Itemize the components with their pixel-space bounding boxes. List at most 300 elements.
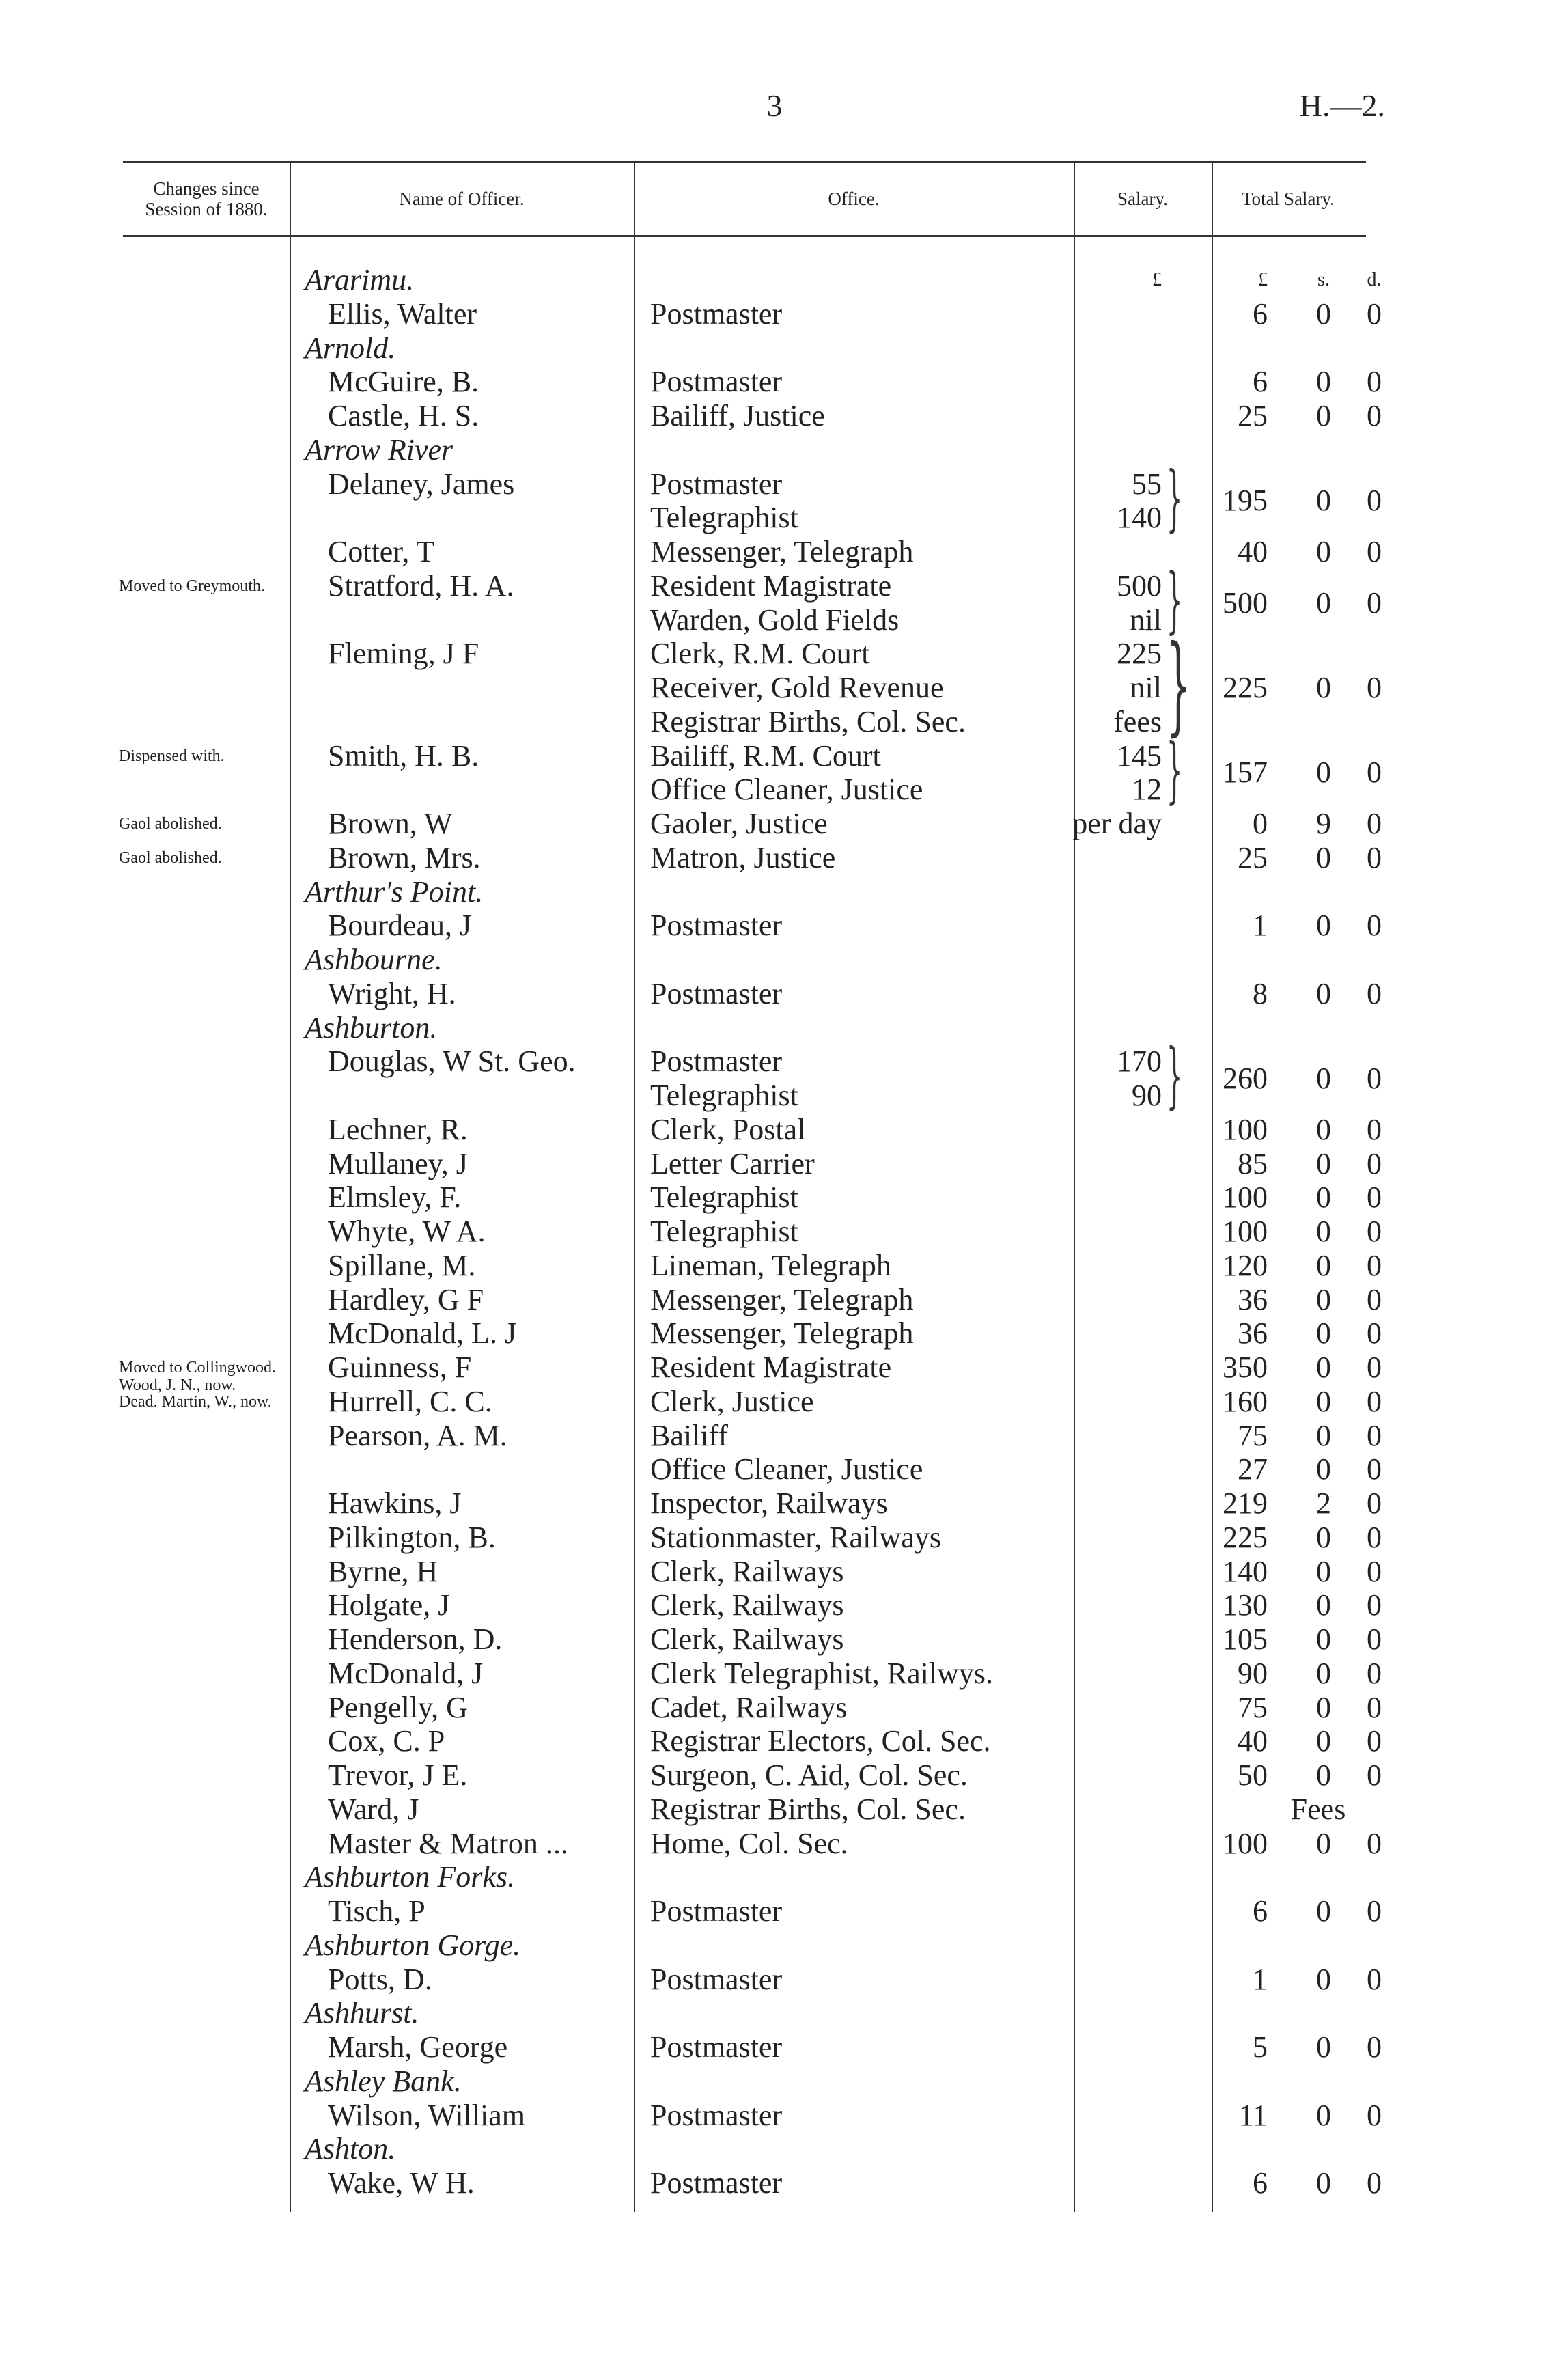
total-shillings: 0 [1316, 1520, 1331, 1554]
total-pence: 0 [1367, 1248, 1382, 1282]
table-row [0, 1180, 1549, 1215]
total-pence: 0 [1367, 1282, 1382, 1316]
office-title: Postmaster [650, 467, 783, 501]
salary-amount: per day [1072, 807, 1162, 840]
table-row [0, 1928, 1549, 1963]
change-note: Gaol abolished. [119, 815, 222, 833]
total-pence: 0 [1367, 585, 1382, 620]
total-shillings: 0 [1316, 1894, 1331, 1928]
table-row [0, 2132, 1549, 2166]
officer-name: Cotter, T [328, 535, 435, 568]
place-heading: Ashburton. [305, 1010, 438, 1044]
total-pound-unit: £ [1258, 269, 1268, 290]
total-shillings: 0 [1316, 1656, 1331, 1690]
total-shillings: 0 [1316, 909, 1331, 943]
office-title: Office Cleaner, Justice [650, 773, 923, 807]
total-pounds: 40 [1238, 535, 1268, 568]
table-row [0, 1996, 1549, 2030]
salary-amount: nil [1130, 603, 1162, 637]
total-pounds: 100 [1223, 1215, 1268, 1248]
office-title: Gaoler, Justice [650, 807, 828, 840]
table-row [0, 1758, 1549, 1793]
total-pence: 0 [1367, 1554, 1382, 1588]
total-shillings: 0 [1316, 976, 1331, 1010]
total-pence: 0 [1367, 2098, 1382, 2132]
total-pounds: 36 [1238, 1316, 1268, 1351]
officer-name: Cox, C. P [328, 1724, 445, 1758]
total-pence: 0 [1367, 1758, 1382, 1792]
place-heading: Arthur's Point. [305, 874, 484, 909]
office-title: Postmaster [650, 365, 783, 399]
office-title: Postmaster [650, 2098, 783, 2132]
table-row [0, 297, 1549, 331]
total-shillings: 0 [1316, 840, 1331, 874]
table-row [0, 1011, 1549, 1045]
total-shillings: 0 [1316, 1588, 1331, 1622]
officer-name: Spillane, M. [328, 1248, 476, 1282]
brace-icon: } [1167, 1034, 1183, 1118]
salary-amount: fees [1113, 704, 1162, 738]
total-pounds: 85 [1238, 1146, 1268, 1180]
table-row [0, 1419, 1549, 1453]
salary-amount: 55 [1132, 467, 1162, 501]
salary-unit: £ [1152, 269, 1162, 290]
table-row [0, 909, 1549, 943]
total-pounds: 100 [1223, 1112, 1268, 1146]
total-pounds: 140 [1223, 1554, 1268, 1588]
salary-amount: nil [1130, 671, 1162, 704]
change-note: Dead. Martin, W., now. [119, 1392, 272, 1411]
officer-name: Stratford, H. A. [328, 568, 514, 603]
total-shillings: 0 [1316, 2166, 1331, 2200]
total-pence: 0 [1367, 756, 1382, 790]
total-shillings: 0 [1316, 585, 1331, 620]
officer-name: Holgate, J [328, 1588, 450, 1622]
office-title: Telegraphist [650, 1079, 798, 1112]
header-changes: Changes since Session of 1880. [145, 178, 268, 219]
table-row [0, 1963, 1549, 1997]
change-note: Gaol abolished. [119, 848, 222, 867]
table-row [0, 1452, 1549, 1486]
total-shillings: 9 [1316, 807, 1331, 840]
total-pounds: 6 [1253, 296, 1268, 331]
officer-name: Guinness, F [328, 1351, 472, 1384]
office-title: Postmaster [650, 976, 783, 1010]
total-pence: 0 [1367, 976, 1382, 1010]
office-title: Messenger, Telegraph [650, 1316, 914, 1351]
total-shillings: 0 [1316, 1554, 1331, 1588]
office-title: Resident Magistrate [650, 568, 892, 603]
salary-amount: 140 [1117, 501, 1162, 535]
total-shillings: 0 [1316, 1622, 1331, 1656]
total-shillings: 0 [1316, 1758, 1331, 1792]
total-pounds: 8 [1253, 976, 1268, 1010]
total-pounds: 130 [1223, 1588, 1268, 1622]
total-shillings: 0 [1316, 1690, 1331, 1724]
officer-name: Brown, W [328, 807, 453, 840]
total-pounds: 120 [1223, 1248, 1268, 1282]
header-salary: Salary. [1117, 189, 1168, 209]
total-shillings: 0 [1316, 1724, 1331, 1758]
total-pence: 0 [1367, 484, 1382, 518]
table-row [0, 1724, 1549, 1758]
total-pounds: 219 [1223, 1486, 1268, 1520]
table-row [0, 1113, 1549, 1147]
table-row [0, 1283, 1549, 1317]
change-note: Moved to Collingwood. Wood, J. N., now. [119, 1359, 277, 1394]
office-title: Registrar Births, Col. Sec. [650, 704, 966, 738]
officer-name: McDonald, J [328, 1656, 484, 1690]
total-pence: 0 [1367, 535, 1382, 568]
total-pence: 0 [1367, 1486, 1382, 1520]
total-pence: 0 [1367, 1351, 1382, 1384]
place-heading: Ashburton Forks. [305, 1860, 515, 1894]
officer-name: Hardley, G F [328, 1282, 484, 1316]
total-text: Fees [1290, 1792, 1346, 1826]
officer-name: Wake, W H. [328, 2166, 475, 2200]
salary-amount: 145 [1117, 738, 1162, 773]
officer-name: Fleming, J F [328, 637, 479, 671]
grouped-total-row [0, 484, 1549, 518]
total-shillings: 0 [1316, 756, 1331, 790]
total-shillings: 0 [1316, 1351, 1331, 1384]
officer-name: Smith, H. B. [328, 738, 479, 773]
header-name: Name of Officer. [399, 189, 525, 209]
office-title: Postmaster [650, 909, 783, 943]
total-pence: 0 [1367, 399, 1382, 432]
officer-name: Delaney, James [328, 467, 515, 501]
total-shillings: 0 [1316, 1180, 1331, 1215]
total-pence: 0 [1367, 1656, 1382, 1690]
place-heading: Arnold. [305, 331, 396, 365]
table-row [0, 1691, 1549, 1725]
office-title: Home, Col. Sec. [650, 1826, 848, 1860]
office-title: Postmaster [650, 2030, 783, 2064]
total-shillings: 0 [1316, 1452, 1331, 1486]
grouped-total-row [0, 1062, 1549, 1096]
total-shillings: 0 [1316, 535, 1331, 568]
officer-name: Hurrell, C. C. [328, 1384, 492, 1418]
document-reference: H.—2. [1299, 88, 1385, 123]
total-pence: 0 [1367, 1826, 1382, 1860]
officer-name: Potts, D. [328, 1962, 432, 1996]
table-row [0, 943, 1549, 977]
shilling-unit: s. [1317, 269, 1330, 290]
table-row [0, 2030, 1549, 2064]
total-pounds: 25 [1238, 399, 1268, 432]
table-row [0, 399, 1549, 433]
table-row [0, 1793, 1549, 1827]
office-title: Cadet, Railways [650, 1690, 848, 1724]
salary-amount: 170 [1117, 1044, 1162, 1079]
table-row [0, 705, 1549, 739]
total-pence: 0 [1367, 670, 1382, 704]
total-pence: 0 [1367, 1962, 1382, 1996]
total-shillings: 0 [1316, 1062, 1331, 1095]
office-title: Receiver, Gold Revenue [650, 671, 944, 704]
officer-name: Master & Matron ... [328, 1826, 568, 1860]
total-pounds: 160 [1223, 1384, 1268, 1418]
total-pounds: 1 [1253, 1962, 1268, 1996]
brace-icon: } [1167, 622, 1190, 747]
table-row [0, 1486, 1549, 1521]
table-row [0, 2064, 1549, 2099]
officer-name: Castle, H. S. [328, 399, 479, 432]
table-row [0, 535, 1549, 569]
office-title: Clerk, Postal [650, 1112, 806, 1146]
total-pounds: 50 [1238, 1758, 1268, 1792]
office-title: Registrar Births, Col. Sec. [650, 1792, 966, 1826]
total-pence: 0 [1367, 1112, 1382, 1146]
total-pounds: 40 [1238, 1724, 1268, 1758]
total-pounds: 350 [1223, 1351, 1268, 1384]
salary-amount: 12 [1132, 773, 1162, 807]
officer-name: Hawkins, J [328, 1486, 462, 1520]
office-title: Postmaster [650, 1894, 783, 1928]
officer-name: Tisch, P [328, 1894, 425, 1928]
total-pounds: 0 [1253, 807, 1268, 840]
officer-name: Elmsley, F. [328, 1180, 462, 1215]
total-pounds: 11 [1238, 2098, 1268, 2132]
office-title: Postmaster [650, 1962, 783, 1996]
officer-name: Wright, H. [328, 976, 456, 1010]
office-title: Resident Magistrate [650, 1351, 892, 1384]
table-row [0, 875, 1549, 909]
table-row [0, 1555, 1549, 1589]
officer-name: Brown, Mrs. [328, 840, 481, 874]
total-pounds: 27 [1238, 1452, 1268, 1486]
total-pence: 0 [1367, 840, 1382, 874]
place-heading: Ararimu. [305, 263, 415, 296]
officer-name: Pilkington, B. [328, 1520, 496, 1554]
total-shillings: 0 [1316, 1316, 1331, 1351]
table-row [0, 1351, 1549, 1394]
office-title: Lineman, Telegraph [650, 1248, 891, 1282]
table-row [0, 1657, 1549, 1691]
office-title: Stationmaster, Railways [650, 1520, 941, 1554]
place-heading: Ashton. [305, 2132, 396, 2166]
total-shillings: 0 [1316, 1248, 1331, 1282]
table-row [0, 1147, 1549, 1181]
header-office: Office. [828, 189, 880, 209]
total-shillings: 0 [1316, 365, 1331, 399]
table-row [0, 807, 1549, 841]
officer-name: Ellis, Walter [328, 296, 477, 331]
total-pence: 0 [1367, 1062, 1382, 1095]
total-pence: 0 [1367, 1316, 1382, 1351]
grouped-total-row [0, 586, 1549, 620]
total-pence: 0 [1367, 365, 1382, 399]
office-title: Postmaster [650, 2166, 783, 2200]
table-row [0, 2099, 1549, 2133]
table-row [0, 1588, 1549, 1622]
total-pounds: 225 [1223, 670, 1268, 704]
total-pence: 0 [1367, 1588, 1382, 1622]
change-note: Dispensed with. [119, 747, 225, 765]
table-row [0, 263, 1549, 297]
total-pence: 0 [1367, 1384, 1382, 1418]
salary-amount: 90 [1132, 1079, 1162, 1112]
total-pence: 0 [1367, 1520, 1382, 1554]
total-pence: 0 [1367, 1146, 1382, 1180]
office-title: Registrar Electors, Col. Sec. [650, 1724, 991, 1758]
total-shillings: 0 [1316, 1282, 1331, 1316]
total-pence: 0 [1367, 1894, 1382, 1928]
office-title: Clerk Telegraphist, Railwys. [650, 1656, 994, 1690]
total-pounds: 75 [1238, 1418, 1268, 1452]
total-shillings: 0 [1316, 1962, 1331, 1996]
total-pounds: 5 [1253, 2030, 1268, 2064]
table-row [0, 1316, 1549, 1351]
office-title: Postmaster [650, 296, 783, 331]
total-pence: 0 [1367, 1180, 1382, 1215]
total-shillings: 0 [1316, 2098, 1331, 2132]
total-shillings: 0 [1316, 296, 1331, 331]
officer-name: Wilson, William [328, 2098, 525, 2132]
grouped-total-row [0, 756, 1549, 790]
officer-name: Trevor, J E. [328, 1758, 468, 1792]
table-row [0, 1894, 1549, 1928]
total-pounds: 90 [1238, 1656, 1268, 1690]
total-pence: 0 [1367, 807, 1382, 840]
total-pounds: 225 [1223, 1520, 1268, 1554]
office-title: Bailiff, R.M. Court [650, 738, 881, 773]
grouped-total-row [0, 671, 1549, 705]
total-pounds: 75 [1238, 1690, 1268, 1724]
office-title: Clerk, Justice [650, 1384, 814, 1418]
officer-name: Henderson, D. [328, 1622, 503, 1656]
brace-icon: } [1167, 728, 1183, 812]
table-row [0, 1521, 1549, 1555]
office-title: Messenger, Telegraph [650, 1282, 914, 1316]
total-pounds: 6 [1253, 2166, 1268, 2200]
salary-amount: 225 [1117, 637, 1162, 671]
place-heading: Ashbourne. [305, 943, 443, 976]
total-shillings: 0 [1316, 399, 1331, 432]
total-shillings: 0 [1316, 1215, 1331, 1248]
table-row [0, 365, 1549, 399]
office-title: Bailiff [650, 1418, 729, 1452]
total-pounds: 6 [1253, 365, 1268, 399]
table-row [0, 1385, 1549, 1419]
officer-name: Pengelly, G [328, 1690, 468, 1724]
total-pounds: 100 [1223, 1180, 1268, 1215]
officer-name: Mullaney, J [328, 1146, 468, 1180]
table-row [0, 1860, 1549, 1894]
place-heading: Arrow River [305, 432, 453, 467]
total-pence: 0 [1367, 1418, 1382, 1452]
office-title: Matron, Justice [650, 840, 836, 874]
total-shillings: 0 [1316, 1826, 1331, 1860]
total-pence: 0 [1367, 1215, 1382, 1248]
table-row [0, 2166, 1549, 2200]
place-heading: Ashley Bank. [305, 2064, 462, 2098]
officer-name: Marsh, George [328, 2030, 508, 2064]
table-row [0, 841, 1549, 875]
total-pounds: 1 [1253, 909, 1268, 943]
total-pence: 0 [1367, 1452, 1382, 1486]
pence-unit: d. [1367, 269, 1382, 290]
total-pounds: 6 [1253, 1894, 1268, 1928]
office-title: Clerk, Railways [650, 1622, 844, 1656]
office-title: Warden, Gold Fields [650, 603, 899, 637]
office-title: Telegraphist [650, 501, 798, 535]
total-pounds: 260 [1223, 1062, 1268, 1095]
total-pounds: 500 [1223, 585, 1268, 620]
officer-name: Byrne, H [328, 1554, 438, 1588]
total-pounds: 36 [1238, 1282, 1268, 1316]
table-row [0, 1249, 1549, 1283]
officer-name: Bourdeau, J [328, 909, 472, 943]
office-title: Postmaster [650, 1044, 783, 1079]
total-pence: 0 [1367, 1622, 1382, 1656]
total-pounds: 157 [1223, 756, 1268, 790]
total-shillings: 0 [1316, 1384, 1331, 1418]
total-shillings: 0 [1316, 1418, 1331, 1452]
total-shillings: 0 [1316, 670, 1331, 704]
total-shillings: 0 [1316, 1112, 1331, 1146]
office-title: Telegraphist [650, 1180, 798, 1215]
total-pence: 0 [1367, 2030, 1382, 2064]
officer-name: Pearson, A. M. [328, 1418, 507, 1452]
total-pence: 0 [1367, 1690, 1382, 1724]
total-pence: 0 [1367, 909, 1382, 943]
header-total: Total Salary. [1242, 189, 1335, 209]
total-pence: 0 [1367, 2166, 1382, 2200]
page-number: 3 [766, 88, 783, 123]
officer-name: Ward, J [328, 1792, 419, 1826]
total-pounds: 195 [1223, 484, 1268, 518]
officer-name: Douglas, W St. Geo. [328, 1044, 576, 1079]
office-title: Office Cleaner, Justice [650, 1452, 923, 1486]
place-heading: Ashburton Gorge. [305, 1928, 521, 1962]
brace-icon: } [1167, 557, 1183, 641]
total-pounds: 25 [1238, 840, 1268, 874]
table-row [0, 433, 1549, 467]
total-shillings: 0 [1316, 1146, 1331, 1180]
office-title: Letter Carrier [650, 1146, 815, 1180]
officer-name: McGuire, B. [328, 365, 479, 399]
total-pounds: 100 [1223, 1826, 1268, 1860]
office-title: Clerk, Railways [650, 1554, 844, 1588]
officer-name: Lechner, R. [328, 1112, 468, 1146]
office-title: Inspector, Railways [650, 1486, 888, 1520]
salary-amount: 500 [1117, 568, 1162, 603]
total-shillings: 2 [1316, 1486, 1331, 1520]
total-shillings: 0 [1316, 484, 1331, 518]
table-row [0, 331, 1549, 365]
office-title: Telegraphist [650, 1215, 798, 1248]
table-row [0, 1827, 1549, 1861]
total-pence: 0 [1367, 1724, 1382, 1758]
table-row [0, 1215, 1549, 1249]
place-heading: Ashhurst. [305, 1996, 419, 2030]
total-pence: 0 [1367, 296, 1382, 331]
total-shillings: 0 [1316, 2030, 1331, 2064]
change-note: Moved to Greymouth. [119, 577, 265, 595]
brace-icon: } [1167, 456, 1183, 540]
officer-name: Whyte, W A. [328, 1215, 486, 1248]
table-row [0, 637, 1549, 671]
office-title: Messenger, Telegraph [650, 535, 914, 568]
office-title: Surgeon, C. Aid, Col. Sec. [650, 1758, 968, 1792]
table-row [0, 977, 1549, 1011]
office-title: Clerk, R.M. Court [650, 637, 870, 671]
office-title: Clerk, Railways [650, 1588, 844, 1622]
officer-name: McDonald, L. J [328, 1316, 517, 1351]
office-title: Bailiff, Justice [650, 399, 825, 432]
table-row [0, 1622, 1549, 1657]
